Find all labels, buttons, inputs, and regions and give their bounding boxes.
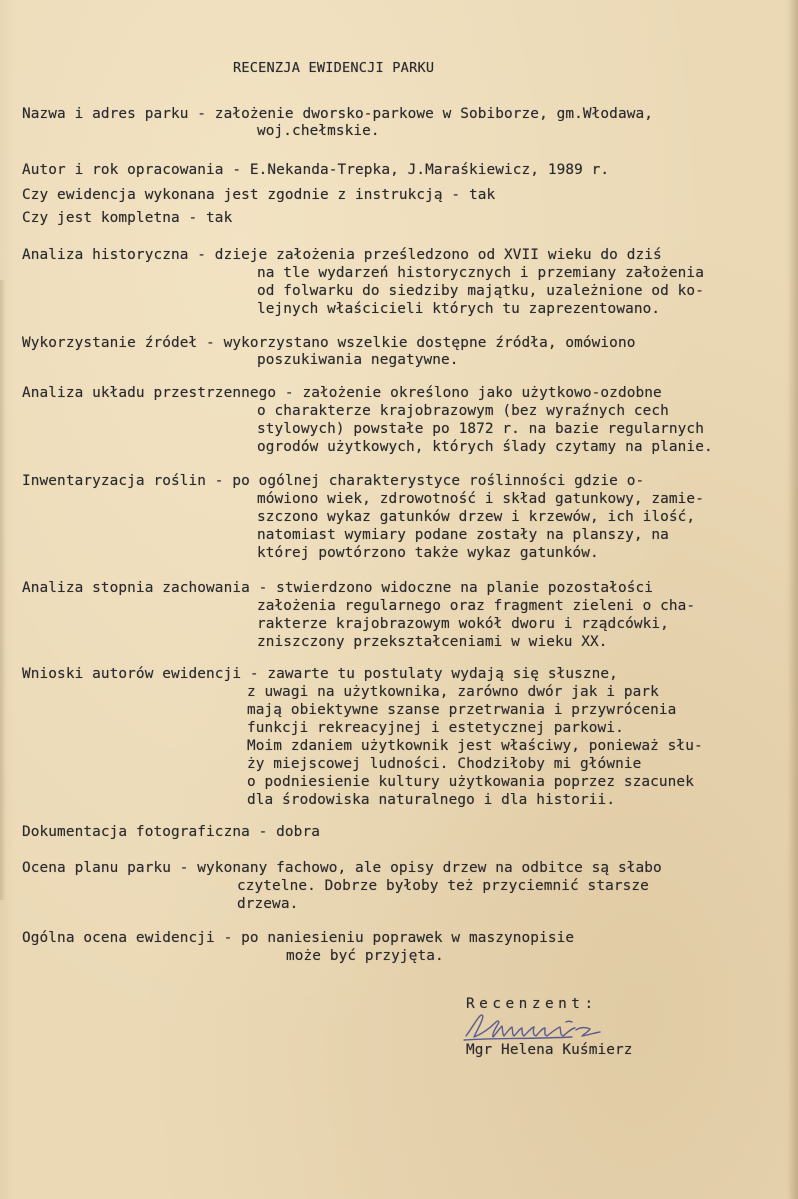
text-line: Ogólna ocena ewidencji - po naniesieniu poprawek w maszynopisie xyxy=(22,930,575,946)
text-line: z uwagi na użytkownika, zarówno dwór jak i park xyxy=(247,684,659,700)
text-line: woj.chełmskie. xyxy=(257,123,380,139)
text-line: Autor i rok opracowania - E.Nekanda-Trepka, J.Maraśkiewicz, 1989 r. xyxy=(22,162,610,178)
text-line: szczono wykaz gatunków drzew i krzewów, ich ilość, xyxy=(257,509,696,525)
text-line: Nazwa i adres parku - założenie dworsko-parkowe w Sobiborze, gm.Włodawa, xyxy=(22,106,653,122)
reviewer-label: Recenzent: xyxy=(466,996,598,1012)
text-line: dla środowiska naturalnego i dla historii. xyxy=(247,792,616,808)
text-line: Wnioski autorów ewidencji - zawarte tu postulaty wydają się słuszne, xyxy=(22,666,618,682)
text-line: natomiast wymiary podane zostały na planszy, na xyxy=(257,527,669,543)
text-line: stylowych) powstałe po 1872 r. na bazie regularnych xyxy=(257,421,704,437)
document-title: RECENZJA EWIDENCJI PARKU xyxy=(233,60,435,76)
text-line: mają obiektywne szanse przetrwania i przywrócenia xyxy=(247,702,677,718)
reviewer-name: Mgr Helena Kuśmierz xyxy=(466,1042,633,1058)
text-line: lejnych właścicieli których tu zaprezentowano. xyxy=(257,301,661,317)
text-line: Czy jest kompletna - tak xyxy=(22,210,233,226)
handwritten-signature xyxy=(462,1010,622,1044)
text-line: drzewa. xyxy=(237,896,299,912)
text-line: Wykorzystanie źródeł - wykorzystano wszelkie dostępne źródła, omówiono xyxy=(22,335,636,351)
text-line: poszukiwania negatywne. xyxy=(257,352,459,368)
text-line: Czy ewidencja wykonana jest zgodnie z instrukcją - tak xyxy=(22,187,496,203)
text-line: zniszczony przekształceniami w wieku XX. xyxy=(257,634,608,650)
text-line: Ocena planu parku - wykonany fachowo, ale opisy drzew na odbitce są słabo xyxy=(22,860,662,876)
text-line: na tle wydarzeń historycznych i przemiany założenia xyxy=(257,265,704,281)
text-line: Dokumentacja fotograficzna - dobra xyxy=(22,824,320,840)
text-line: funkcji rekreacyjnej i estetycznej parkowi. xyxy=(247,720,624,736)
text-line: może być przyjęta. xyxy=(286,948,444,964)
text-line: rakterze krajobrazowym wokół dworu i rządcówki, xyxy=(257,616,669,632)
text-line: Analiza stopnia zachowania - stwierdzono widoczne na planie pozostałości xyxy=(22,580,653,596)
text-line: Inwentaryzacja roślin - po ogólnej charakterystyce roślinności gdzie o- xyxy=(22,473,645,489)
text-line: mówiono wiek, zdrowotność i skład gatunkowy, zamie- xyxy=(257,491,704,507)
paper-edge-shadow xyxy=(788,0,798,1199)
text-line: Moim zdaniem użytkownik jest właściwy, ponieważ słu- xyxy=(247,738,703,754)
text-line: o charakterze krajobrazowym (bez wyraźnych cech xyxy=(257,403,669,419)
text-line: której powtórzono także wykaz gatunków. xyxy=(257,545,599,561)
text-line: czytelne. Dobrze byłoby też przyciemnić starsze xyxy=(237,878,649,894)
text-line: Analiza układu przestrzennego - założenie określono jako użytkowo-ozdobne xyxy=(22,385,662,401)
paper-fold-shadow xyxy=(0,280,6,900)
text-line: Analiza historyczna - dzieje założenia prześledzono od XVII wieku do dziś xyxy=(22,247,662,263)
text-line: od folwarku do siedziby majątku, uzależnione od ko- xyxy=(257,283,704,299)
text-line: ogrodów użytkowych, których ślady czytamy na planie. xyxy=(257,439,713,455)
text-line: ży miejscowej ludności. Chodziłoby mi głównie xyxy=(247,756,642,772)
text-line: założenia regularnego oraz fragment zieleni o cha- xyxy=(257,598,696,614)
text-line: o podniesienie kultury użytkowania poprzez szacunek xyxy=(247,774,694,790)
